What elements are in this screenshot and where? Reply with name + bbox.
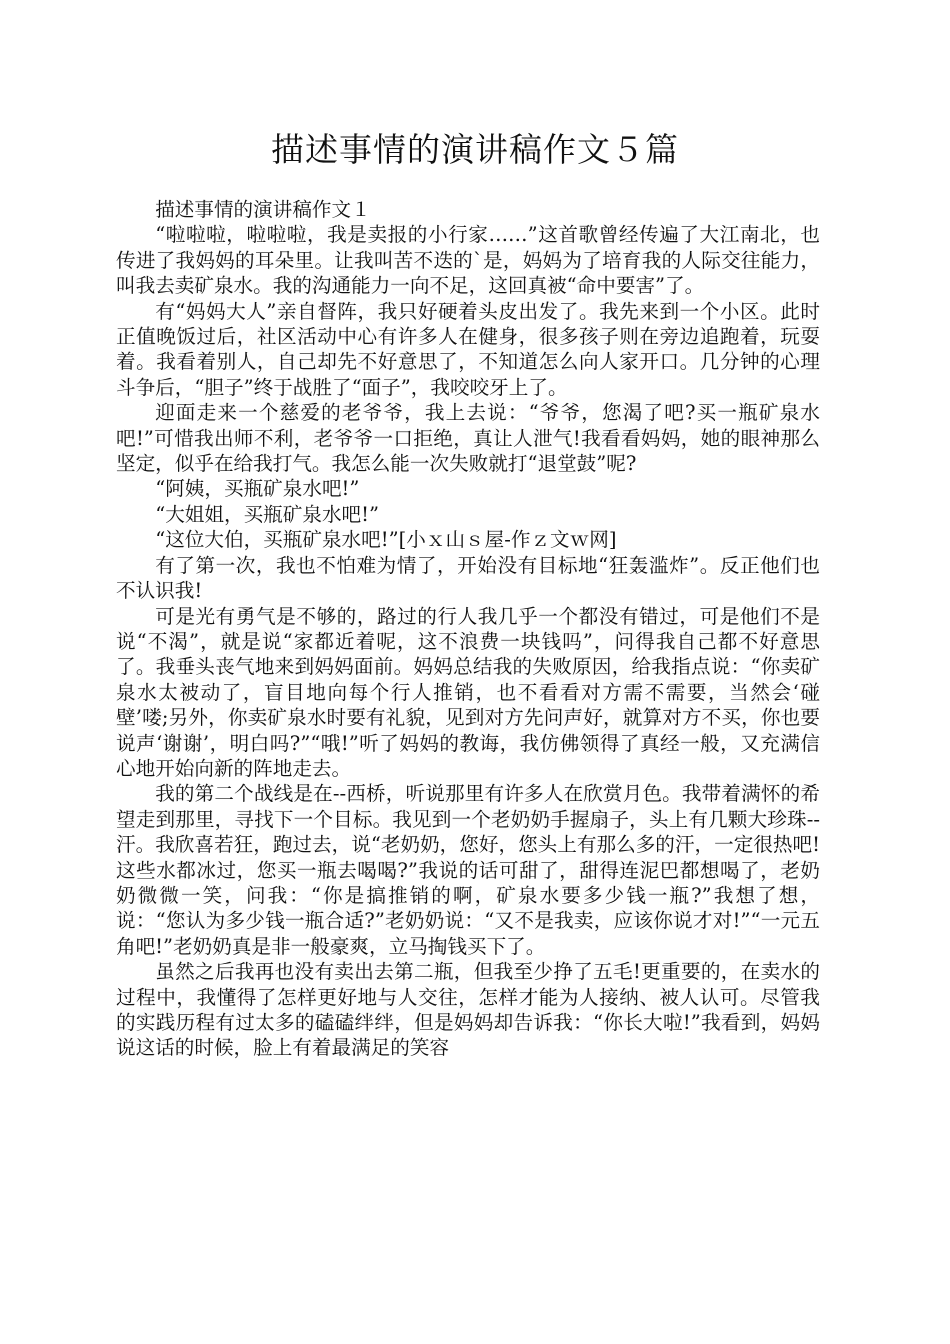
document-body [116, 197, 820, 1061]
paragraph: “大姐姐，买瓶矿泉水吧!” [155, 502, 380, 526]
paragraph: “这位大伯，买瓶矿泉水吧!”[小ｘ山ｓ屋-作ｚ文ｗ网] [155, 528, 617, 552]
paragraph: 有了第一次，我也不怕难为情了，开始没有目标地“狂轰滥炸”。反正他们也不认识我! [116, 553, 820, 603]
essay-heading: 描述事情的演讲稿作文１ [155, 198, 371, 221]
paragraph: 可是光有勇气是不够的，路过的行人我几乎一个都没有错过，可是他们不是说“不渴”，就是说“家都近着呢，这不浪费一块钱吗”，问得我自己都不好意思了。我垂头丧气地来到妈妈面前。妈妈总结我的失败原因，给我指点说：“你卖矿泉水太被动了，盲目地向每个行人推销，也不看看对方需不需要，当然会‘碰壁’喽;另外，你卖矿泉水时要有礼貌，见到对方先问声好，就算对方不买，你也要说声‘谢谢’，明白吗?”“哦!”听了妈妈的教诲，我仿佛领得了真经一般，又充满信心地开始向新的阵地走去。 [116, 604, 820, 780]
paragraph: 迎面走来一个慈爱的老爷爷，我上去说：“爷爷，您渴了吧?买一瓶矿泉水吧!”可惜我出师不利，老爷爷一口拒绝，真让人泄气!我看看妈妈，她的眼神那么坚定，似乎在给我打气。我怎么能一次失败就打“退堂鼓”呢? [116, 401, 820, 476]
paragraph: 虽然之后我再也没有卖出去第二瓶，但我至少挣了五毛!更重要的，在卖水的过程中，我懂得了怎样更好地与人交往，怎样才能为人接纳、被人认可。尽管我的实践历程有过太多的磕磕绊绊，但是妈妈却告诉我：“你长大啦!”我看到，妈妈说这话的时候，脸上有着最满足的笑容 [116, 960, 820, 1060]
paragraph: 有“妈妈大人”亲自督阵，我只好硬着头皮出发了。我先来到一个小区。此时正值晚饭过后，社区活动中心有许多人在健身，很多孩子则在旁边追跑着，玩耍着。我看着别人，自己却先不好意思了，不知道怎么向人家开口。几分钟的心理斗争后，“胆子”终于战胜了“面子”，我咬咬牙上了。 [116, 299, 820, 399]
paragraph: “啦啦啦，啦啦啦，我是卖报的小行家……”这首歌曾经传遍了大江南北，也传进了我妈妈的耳朵里。让我叫苦不迭的`是，妈妈为了培育我的人际交往能力，叫我去卖矿泉水。我的沟通能力一向不足，这回真被“命中要害”了。 [116, 223, 820, 298]
document-title: 描述事情的演讲稿作文５篇 [271, 130, 679, 169]
paragraph: “阿姨，买瓶矿泉水吧!” [155, 477, 360, 501]
paragraph: 我的第二个战线是在--西桥，听说那里有许多人在欣赏月色。我带着满怀的希望走到那里，寻找下一个目标。我见到一个老奶奶手握扇子，头上有几颗大珍珠--汗。我欣喜若狂，跑过去，说“老奶奶，您好，您头上有那么多的汗，一定很热吧!这些水都冰过，您买一瓶去喝喝?”我说的话可甜了，甜得连泥巴都想喝了，老奶奶微微一笑，问我：“你是搞推销的啊，矿泉水要多少钱一瓶?”我想了想，说：“您认为多少钱一瓶合适?”老奶奶说：“又不是我卖，应该你说才对!”“一元五角吧!”老奶奶真是非一般豪爽，立马掏钱买下了。 [116, 782, 820, 958]
